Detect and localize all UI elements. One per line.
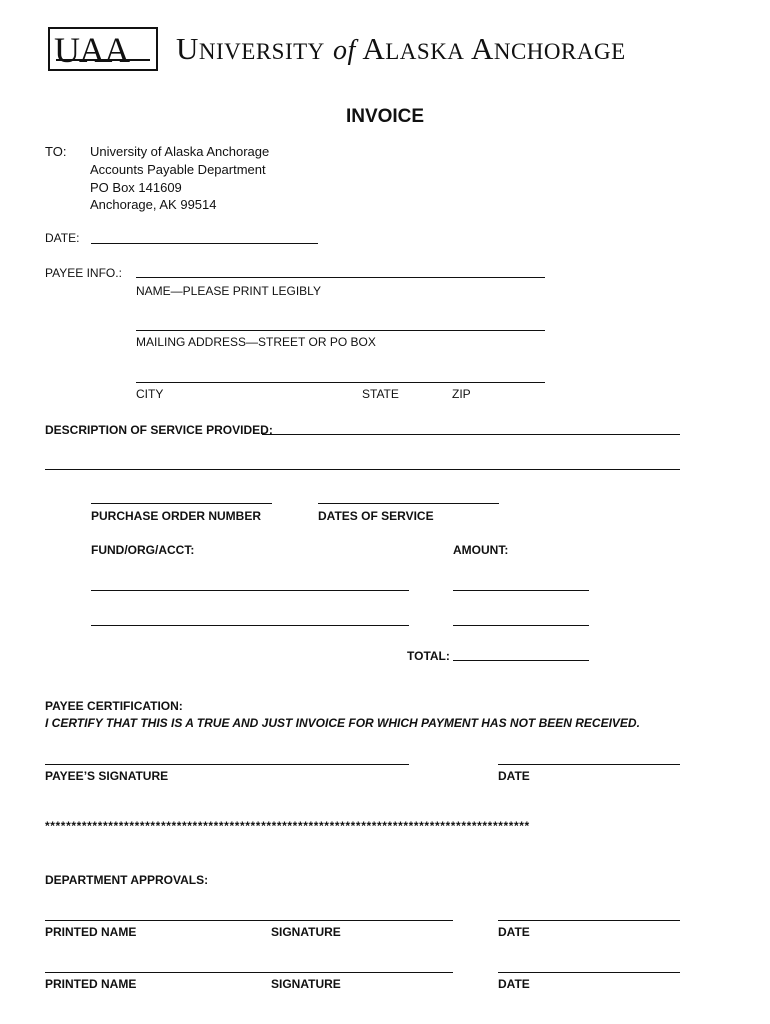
approval-2-name-signature-field[interactable] — [45, 972, 453, 973]
university-wordmark — [176, 30, 626, 71]
to-line-1: University of Alaska Anchorage — [90, 144, 270, 159]
zip-caption: ZIP — [452, 387, 471, 401]
wordmark-niversity: NIVERSITY — [198, 39, 325, 64]
wordmark-laska: LASKA — [385, 39, 465, 64]
approval-2-date-field[interactable] — [498, 972, 680, 973]
logo-mark-text: UAA — [54, 30, 129, 70]
payee-address-caption: MAILING ADDRESS—STREET OR PO BOX — [136, 335, 376, 349]
page-title: INVOICE — [345, 106, 425, 127]
wordmark-a1: A — [362, 31, 386, 66]
amount-field-1[interactable] — [453, 590, 589, 591]
payee-date-label: DATE — [498, 769, 530, 783]
approval-1-date-field[interactable] — [498, 920, 680, 921]
approval-2-date-label: DATE — [498, 977, 530, 991]
to-line-3: PO Box 141609 — [90, 180, 182, 195]
payee-info-label: PAYEE INFO.: — [45, 266, 122, 280]
uaa-logo — [48, 27, 158, 71]
state-caption: STATE — [362, 387, 399, 401]
payee-name-caption: NAME—PLEASE PRINT LEGIBLY — [136, 284, 321, 298]
logo-underline — [56, 59, 150, 61]
purchase-order-label: PURCHASE ORDER NUMBER — [91, 509, 262, 523]
city-caption: CITY — [136, 387, 164, 401]
approval-1-printed-name-label: PRINTED NAME — [45, 925, 137, 939]
to-line-2: Accounts Payable Department — [90, 162, 266, 177]
certification-heading: PAYEE CERTIFICATION: — [45, 699, 183, 713]
payee-name-field[interactable] — [136, 277, 545, 278]
date-field[interactable] — [91, 243, 318, 244]
fund-org-acct-field-2[interactable] — [91, 625, 409, 626]
dates-of-service-label: DATES OF SERVICE — [318, 509, 434, 523]
description-label: DESCRIPTION OF SERVICE PROVIDED: — [45, 423, 273, 437]
fund-org-acct-label: FUND/ORG/ACCT: — [91, 543, 195, 557]
dates-of-service-field[interactable] — [318, 503, 499, 504]
date-label: DATE: — [45, 231, 80, 245]
wordmark-a2: A — [470, 31, 494, 66]
separator-asterisks: ******************************************************************************************** — [45, 819, 530, 833]
payee-city-state-zip-field[interactable] — [136, 382, 545, 383]
to-line-4: Anchorage, AK 99514 — [90, 197, 217, 212]
payee-signature-label: PAYEE’S SIGNATURE — [45, 769, 169, 783]
amount-field-2[interactable] — [453, 625, 589, 626]
fund-org-acct-field-1[interactable] — [91, 590, 409, 591]
approval-1-name-signature-field[interactable] — [45, 920, 453, 921]
wordmark-u: U — [176, 31, 199, 66]
description-field-line-2[interactable] — [45, 469, 680, 470]
purchase-order-field[interactable] — [91, 503, 272, 504]
wordmark-of: of — [333, 35, 356, 66]
to-label: TO: — [45, 144, 67, 159]
payee-signature-field[interactable] — [45, 764, 409, 765]
certification-statement: I CERTIFY THAT THIS IS A TRUE AND JUST INVOICE FOR WHICH PAYMENT HAS NOT BEEN RECEIVED. — [45, 716, 640, 730]
description-field-line-1[interactable] — [262, 434, 680, 435]
department-approvals-heading: DEPARTMENT APPROVALS: — [45, 873, 209, 887]
approval-2-printed-name-label: PRINTED NAME — [45, 977, 137, 991]
payee-date-field[interactable] — [498, 764, 680, 765]
approval-2-signature-label: SIGNATURE — [271, 977, 341, 991]
payee-address-field[interactable] — [136, 330, 545, 331]
wordmark-nchorage: NCHORAGE — [493, 39, 626, 64]
approval-1-signature-label: SIGNATURE — [271, 925, 341, 939]
amount-label: AMOUNT: — [453, 543, 509, 557]
approval-1-date-label: DATE — [498, 925, 530, 939]
total-label: TOTAL: — [407, 649, 450, 663]
total-field[interactable] — [453, 660, 589, 661]
